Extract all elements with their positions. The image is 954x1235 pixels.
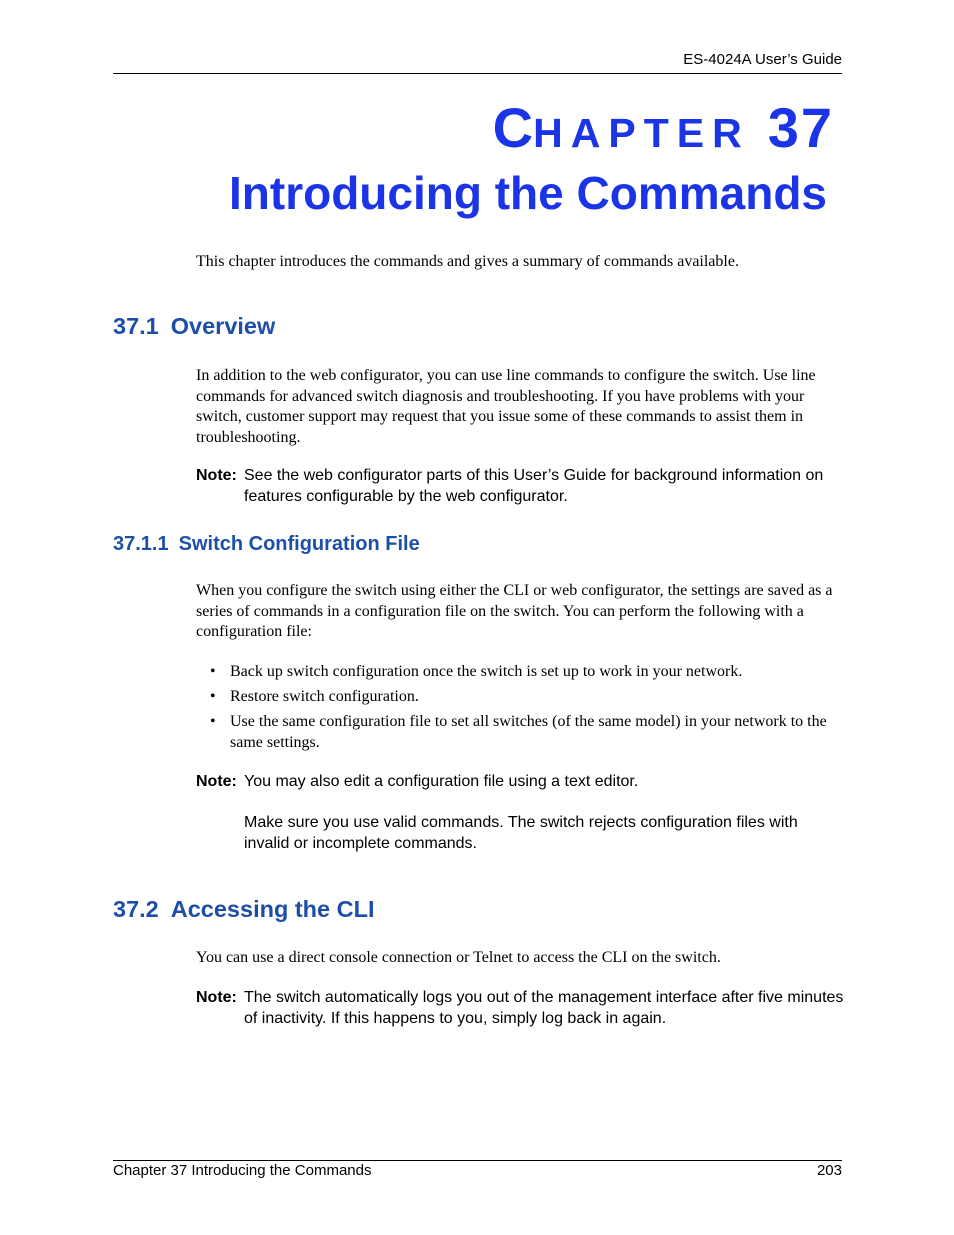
intro-paragraph: This chapter introduces the commands and gives a summary of commands available. <box>196 253 739 270</box>
bullet-glyph: • <box>210 688 216 705</box>
list-item: • Use the same configuration file to set all switches (of the same model) in your network to the same settings. <box>210 713 827 751</box>
chapter-title: Introducing the Commands <box>229 167 827 219</box>
section-heading-overview <box>113 313 275 340</box>
header-rule <box>113 73 842 74</box>
accessing-cli-note <box>196 988 844 1029</box>
bullet-glyph: • <box>210 663 216 680</box>
overview-paragraph: In addition to the web configurator, you can use line commands to configure the switch. Use line commands for advanced switch diagnosis and troubleshooting. If you have problems with your switch, customer support may request that you issue some of these commands to assist them in troubleshooting. <box>196 367 816 446</box>
config-file-paragraph: When you configure the switch using either the CLI or web configurator, the settings are saved as a series of commands in a configuration file on the switch. You can perform the following with a configuration file: <box>196 582 833 640</box>
chapter-label <box>492 96 834 159</box>
list-item: • Back up switch configuration once the switch is set up to work in your network. <box>210 662 844 683</box>
bullet-list <box>210 662 844 758</box>
section-number: 37.1 <box>113 313 159 339</box>
accessing-cli-paragraph: You can use a direct console connection or Telnet to access the CLI on the switch. <box>196 949 721 966</box>
list-item: • Restore switch configuration. <box>210 687 844 708</box>
subsection-number: 37.1.1 <box>113 533 169 555</box>
note-label: Note: <box>196 467 237 484</box>
bullet-glyph: • <box>210 713 216 730</box>
subsection-title: Switch Configuration File <box>178 533 420 555</box>
chapter-label-rest: HAPTER <box>533 110 750 156</box>
subsection-heading-switch-config-file <box>113 533 420 556</box>
section-heading-accessing-cli <box>113 896 374 923</box>
page-number: 203 <box>816 1162 842 1179</box>
note-text: You may also edit a configuration file using a text editor. <box>244 773 639 790</box>
note-label: Note: <box>196 989 237 1006</box>
note-text: The switch automatically logs you out of the management interface after five minutes of inactivity. If this happens to you, simply log back in again. <box>244 989 844 1027</box>
note-text-continued: Make sure you use valid commands. The switch rejects configuration files with invalid or incomplete commands. <box>244 814 798 852</box>
config-file-note <box>196 772 844 793</box>
config-file-note-continued <box>196 813 844 854</box>
note-text: See the web configurator parts of this User’s Guide for background information on features configurable by the web configurator. <box>244 467 824 505</box>
note-label: Note: <box>196 773 237 790</box>
section-title: Accessing the CLI <box>170 896 375 922</box>
section-title: Overview <box>170 313 276 339</box>
footer-rule <box>113 1160 842 1161</box>
running-footer: Chapter 37 Introducing the Commands <box>113 1162 372 1179</box>
overview-note <box>196 466 844 507</box>
chapter-label-initial: C <box>492 96 534 159</box>
chapter-number: 37 <box>767 96 834 159</box>
running-header: ES-4024A User’s Guide <box>683 51 842 68</box>
section-number: 37.2 <box>113 896 159 922</box>
